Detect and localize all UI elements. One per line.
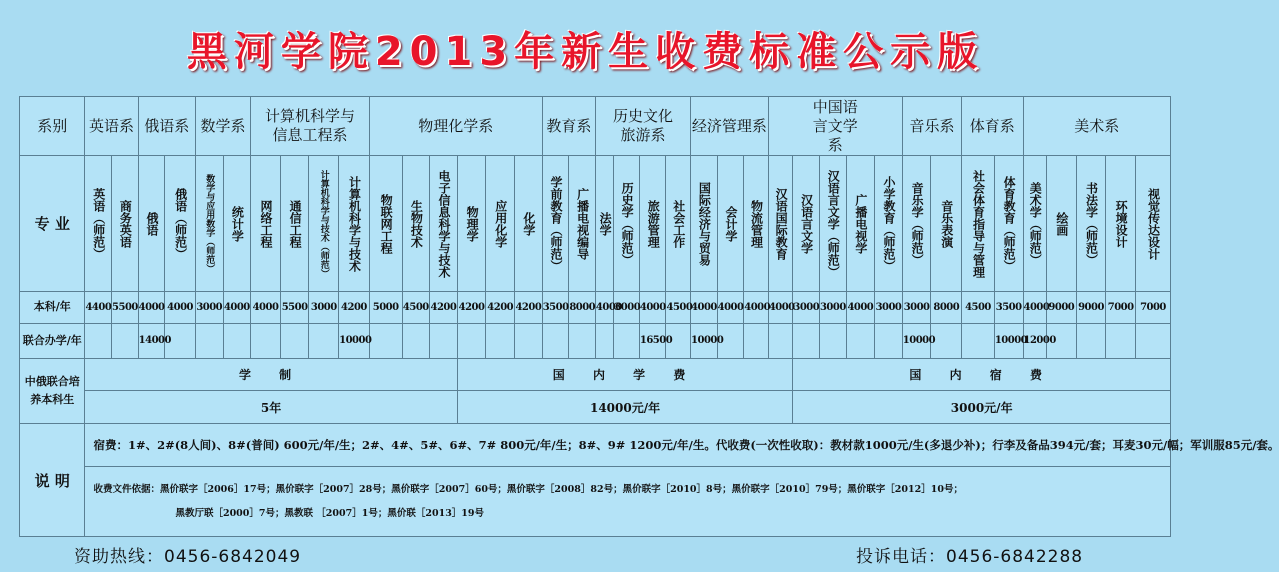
major-cell <box>595 156 613 291</box>
undergrad-fee: 5500 <box>280 291 309 323</box>
major-cell <box>402 156 430 291</box>
undergrad-fee: 3000 <box>614 291 640 323</box>
major-cell <box>165 156 196 291</box>
major-name: 统计学 <box>230 205 245 242</box>
major-cell <box>1106 156 1136 291</box>
major-name: 环境设计 <box>1114 199 1129 248</box>
major-name: 广播电视学 <box>853 193 868 254</box>
undergrad-fee: 3000 <box>793 291 820 323</box>
joint-fee <box>1135 323 1170 358</box>
major-name: 历史学（师范） <box>620 181 635 266</box>
joint-fee <box>195 323 223 358</box>
category-economics: 经济管理系 <box>691 97 769 156</box>
category-history: 历史文化旅游系 <box>595 97 690 156</box>
undergrad-fee: 3000 <box>309 291 339 323</box>
undergrad-fee: 7000 <box>1135 291 1170 323</box>
category-english: 英语系 <box>85 97 138 156</box>
undergrad-fee: 4000 <box>691 291 718 323</box>
major-cell <box>962 156 995 291</box>
major-cell <box>542 156 569 291</box>
joint-fee-row <box>20 323 1171 358</box>
joint-fee <box>875 323 903 358</box>
undergrad-fee: 4200 <box>515 291 543 323</box>
notes-label: 说 明 <box>20 424 85 537</box>
major-cell <box>251 156 281 291</box>
major-name: 计算机科学与技术（师范） <box>318 169 329 278</box>
joint-fee <box>251 323 281 358</box>
joint-fee <box>430 323 458 358</box>
major-row <box>20 156 1171 291</box>
joint-fee <box>542 323 569 358</box>
undergrad-fee: 4000 <box>1023 291 1047 323</box>
category-physics-chemistry: 物理化学系 <box>369 97 542 156</box>
undergrad-fee: 7000 <box>1106 291 1136 323</box>
major-name: 物理学 <box>465 205 480 242</box>
major-cell <box>744 156 769 291</box>
undergrad-fee: 3000 <box>819 291 846 323</box>
joint-fee <box>846 323 875 358</box>
major-cell <box>639 156 666 291</box>
major-name: 俄语 <box>144 211 159 236</box>
coop-dorm-label: 国 内 宿 费 <box>793 358 1171 391</box>
aid-hotline: 资助热线：0456-6842049 <box>74 547 302 567</box>
docs-row <box>20 467 1171 537</box>
major-cell <box>819 156 846 291</box>
major-name: 社会体育指导与管理 <box>971 169 986 278</box>
major-name: 法学 <box>598 211 613 236</box>
joint-fee: 10000 <box>691 323 718 358</box>
undergrad-fee: 4000 <box>595 291 613 323</box>
major-cell <box>1076 156 1106 291</box>
undergrad-fee: 8000 <box>569 291 596 323</box>
major-cell <box>309 156 339 291</box>
major-cell <box>768 156 793 291</box>
coop-value-row <box>20 391 1171 424</box>
joint-fee <box>457 323 486 358</box>
category-sports: 体育系 <box>962 97 1023 156</box>
major-name: 通信工程 <box>288 199 303 248</box>
undergrad-fee: 9000 <box>1076 291 1106 323</box>
major-cell <box>875 156 903 291</box>
undergrad-fee: 4200 <box>339 291 370 323</box>
docs-cell <box>85 467 1171 537</box>
major-cell <box>994 156 1023 291</box>
major-cell <box>569 156 596 291</box>
undergrad-fee: 4000 <box>639 291 666 323</box>
major-cell <box>1047 156 1077 291</box>
major-label: 专 业 <box>20 156 85 291</box>
major-name: 网络工程 <box>259 199 273 248</box>
category-label: 系别 <box>20 97 85 156</box>
category-education: 教育系 <box>542 97 595 156</box>
joint-fee <box>962 323 995 358</box>
major-name: 计算机科学与技术 <box>347 175 362 272</box>
joint-fee <box>744 323 769 358</box>
major-name: 视觉传达设计 <box>1146 187 1161 260</box>
major-cell <box>195 156 223 291</box>
major-name: 体育教育（师范） <box>1002 175 1017 272</box>
undergrad-fee: 5000 <box>369 291 402 323</box>
joint-fee <box>614 323 640 358</box>
major-name: 物流管理 <box>749 199 764 248</box>
major-name: 汉语言文学 <box>799 193 814 254</box>
joint-fee: 10000 <box>339 323 370 358</box>
undergrad-fee: 4000 <box>223 291 251 323</box>
joint-fee: 10000 <box>902 323 931 358</box>
undergrad-fee: 9000 <box>1047 291 1077 323</box>
undergrad-fee: 3500 <box>994 291 1023 323</box>
coop-dorm: 3000元/年 <box>793 391 1171 424</box>
category-computer: 计算机科学与信息工程系 <box>251 97 370 156</box>
category-art: 美术系 <box>1023 97 1171 156</box>
major-cell <box>666 156 691 291</box>
joint-fee <box>515 323 543 358</box>
joint-fee <box>486 323 515 358</box>
major-cell <box>85 156 112 291</box>
major-name: 小学教育（师范） <box>881 175 896 272</box>
major-cell <box>369 156 402 291</box>
coop-duration-label: 学 制 <box>85 358 457 391</box>
major-name: 学前教育（师范） <box>549 175 564 272</box>
joint-fee <box>1076 323 1106 358</box>
major-name: 物联网工程 <box>379 193 394 254</box>
joint-fee <box>1106 323 1136 358</box>
joint-fee <box>595 323 613 358</box>
notes-row <box>20 424 1171 467</box>
coop-label: 中俄联合培养本科生 <box>20 358 85 424</box>
major-cell <box>717 156 744 291</box>
undergrad-fee: 4200 <box>457 291 486 323</box>
coop-header-row <box>20 358 1171 391</box>
coop-tuition: 14000元/年 <box>457 391 793 424</box>
undergrad-fee: 3500 <box>542 291 569 323</box>
major-name: 应用化学 <box>493 199 508 248</box>
complaint-hotline: 投诉电话：0456-6842288 <box>856 547 1084 567</box>
major-name: 国际经济与贸易 <box>697 181 712 266</box>
undergrad-fee: 4500 <box>402 291 430 323</box>
undergrad-fee: 4200 <box>486 291 515 323</box>
undergrad-fee: 3000 <box>902 291 931 323</box>
undergrad-fee: 4000 <box>717 291 744 323</box>
joint-fee <box>280 323 309 358</box>
category-row <box>20 97 1171 156</box>
joint-label: 联合办学/年 <box>20 323 85 358</box>
major-name: 社会工作 <box>671 199 686 248</box>
undergrad-fee: 4000 <box>165 291 196 323</box>
major-cell <box>902 156 931 291</box>
undergrad-fee: 4000 <box>744 291 769 323</box>
major-name: 数学与应用数学（师范） <box>204 174 215 274</box>
joint-fee <box>768 323 793 358</box>
joint-fee: 14000 <box>138 323 165 358</box>
joint-fee: 10000 <box>994 323 1023 358</box>
docs-line-2: 黑教厅联［2000］7号；黑教联 ［2007］1号；黑价联［2013］19号 <box>175 507 485 519</box>
major-cell <box>138 156 165 291</box>
major-cell <box>457 156 486 291</box>
major-name: 绘画 <box>1054 211 1069 236</box>
undergrad-fee: 3000 <box>195 291 223 323</box>
joint-fee <box>793 323 820 358</box>
joint-fee: 12000 <box>1023 323 1047 358</box>
major-name: 电子信息科学与技术 <box>436 169 451 278</box>
dorm-notes: 宿费：1#、2#(8人间)、8#(普间) 600元/年/生；2#、4#、5#、6#、7# 800元/年/生；8#、9# 1200元/年/生。代收费(一次性收取)：教材款1000元/生(多退少补)；行李及备品394元/套；耳麦30元/幅；军训服85元/套。 <box>85 424 1171 467</box>
major-cell <box>339 156 370 291</box>
major-name: 英语（师范） <box>91 187 106 260</box>
joint-fee <box>309 323 339 358</box>
major-name: 书法学（师范） <box>1084 181 1099 266</box>
joint-fee <box>112 323 139 358</box>
major-name: 会计学 <box>723 205 738 242</box>
major-name: 美术学（师范） <box>1028 181 1043 266</box>
undergrad-fee: 4400 <box>85 291 112 323</box>
major-cell <box>1023 156 1047 291</box>
major-name: 商务英语 <box>118 199 133 248</box>
joint-fee: 16500 <box>639 323 666 358</box>
undergrad-fee: 4000 <box>138 291 165 323</box>
undergrad-fee: 8000 <box>931 291 962 323</box>
undergrad-fee: 4500 <box>666 291 691 323</box>
major-cell <box>1135 156 1170 291</box>
major-cell <box>223 156 251 291</box>
major-name: 汉语言文学（师范） <box>826 169 841 278</box>
undergrad-fee: 3000 <box>875 291 903 323</box>
undergrad-fee: 4000 <box>846 291 875 323</box>
major-name: 汉语国际教育 <box>774 187 789 260</box>
major-cell <box>430 156 458 291</box>
major-cell <box>691 156 718 291</box>
undergrad-fee-row <box>20 291 1171 323</box>
major-name: 音乐学（师范） <box>910 181 925 266</box>
category-chinese: 中国语言文学系 <box>768 97 902 156</box>
joint-fee <box>85 323 112 358</box>
coop-duration: 5年 <box>85 391 457 424</box>
undergrad-fee: 4000 <box>768 291 793 323</box>
category-math: 数学系 <box>195 97 250 156</box>
fee-table <box>19 96 1279 537</box>
major-cell <box>846 156 875 291</box>
category-russian: 俄语系 <box>138 97 195 156</box>
category-music: 音乐系 <box>902 97 961 156</box>
major-cell <box>486 156 515 291</box>
major-name: 旅游管理 <box>646 199 661 248</box>
undergrad-fee: 4000 <box>251 291 281 323</box>
major-name: 化学 <box>521 211 536 236</box>
undergrad-fee: 4500 <box>962 291 995 323</box>
major-name: 广播电视编导 <box>575 187 590 260</box>
major-name: 生物技术 <box>409 199 424 248</box>
joint-fee <box>931 323 962 358</box>
docs-line-1: 收费文件依据：黑价联字［2006］17号；黑价联字［2007］28号；黑价联字［2007］60号；黑价联字［2008］82号；黑价联字［2010］8号；黑价联字［2010］79号；黑价联字［2012］10号； <box>93 483 963 495</box>
joint-fee <box>569 323 596 358</box>
major-cell <box>112 156 139 291</box>
joint-fee <box>223 323 251 358</box>
major-cell <box>614 156 640 291</box>
joint-fee <box>402 323 430 358</box>
major-name: 俄语（师范） <box>173 187 188 260</box>
major-name: 音乐表演 <box>939 199 954 248</box>
coop-tuition-label: 国 内 学 费 <box>457 358 793 391</box>
undergrad-fee: 5500 <box>112 291 139 323</box>
major-cell <box>515 156 543 291</box>
joint-fee <box>819 323 846 358</box>
page-title: 黑河学院2013年新生收费标准公示版 <box>186 29 985 75</box>
joint-fee <box>369 323 402 358</box>
major-cell <box>280 156 309 291</box>
undergrad-fee: 4200 <box>430 291 458 323</box>
undergrad-label: 本科/年 <box>20 291 85 323</box>
major-cell <box>931 156 962 291</box>
major-cell <box>793 156 820 291</box>
